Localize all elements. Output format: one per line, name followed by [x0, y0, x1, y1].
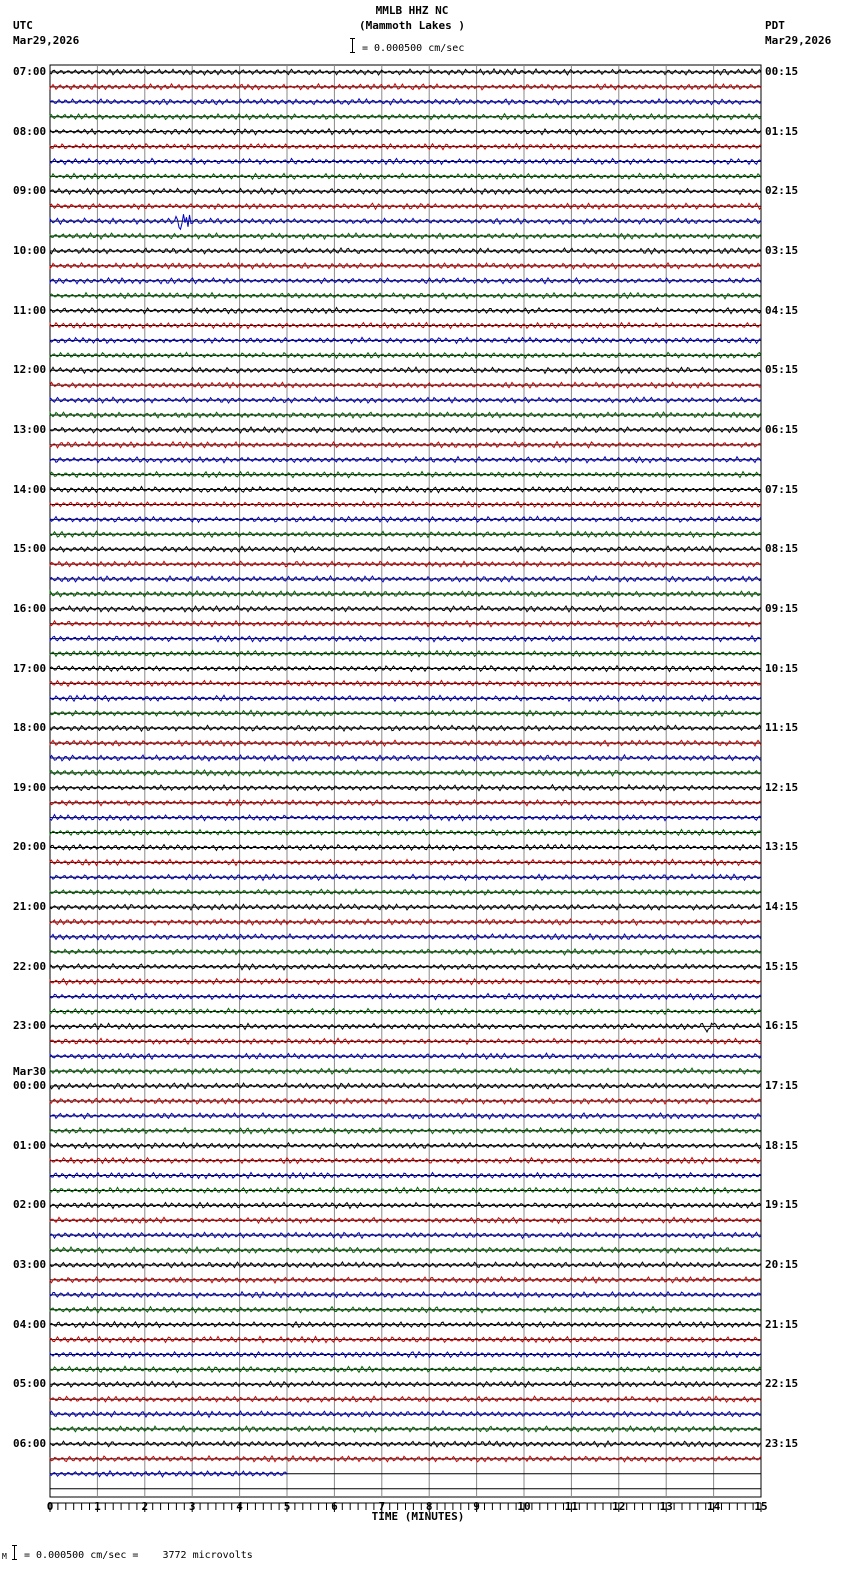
utc-hour-label: 17:00 [13, 661, 47, 675]
pdt-hour-label: 02:15 [765, 184, 799, 198]
pdt-hour-label: 06:15 [765, 422, 799, 436]
left-timezone: UTC [13, 19, 33, 32]
pdt-hour-label: 04:15 [765, 303, 799, 317]
utc-hour-label: 18:00 [13, 721, 47, 735]
utc-hour-label: 09:00 [13, 184, 47, 198]
x-tick-label: 15 [754, 1500, 768, 1513]
station-title: MMLB HHZ NC [375, 4, 449, 17]
utc-hour-label: 02:00 [13, 1198, 47, 1212]
pdt-hour-label: 20:15 [765, 1258, 799, 1271]
utc-hour-label: 03:00 [13, 1258, 47, 1271]
x-tick-label: 2 [141, 1500, 149, 1513]
utc-hour-label: 08:00 [13, 124, 47, 138]
footer-scale-bar-icon [14, 1545, 15, 1560]
utc-hour-label: 22:00 [13, 959, 47, 973]
utc-hour-label: 12:00 [13, 363, 47, 377]
pdt-hour-label: 21:15 [765, 1317, 799, 1331]
pdt-hour-label: 00:15 [765, 65, 799, 78]
utc-hour-label: 14:00 [13, 482, 47, 496]
x-tick-label: 3 [188, 1500, 196, 1513]
pdt-hour-label: 14:15 [765, 900, 799, 914]
x-tick-label: 9 [473, 1500, 480, 1513]
x-tick-label: 0 [46, 1500, 54, 1513]
pdt-hour-label: 19:15 [765, 1198, 799, 1212]
utc-hour-label: 10:00 [13, 243, 47, 257]
right-date: Mar29,2026 [765, 34, 832, 47]
utc-hour-label: 07:00 [13, 65, 47, 78]
x-tick-label: 1 [94, 1500, 101, 1513]
x-tick-label: 10 [517, 1500, 531, 1513]
utc-hour-label: 20:00 [13, 840, 47, 854]
pdt-hour-label: 22:15 [765, 1377, 799, 1391]
footer-scale-text: = 0.000500 cm/sec = 3772 microvolts [24, 1550, 253, 1561]
pdt-hour-label: 10:15 [765, 661, 799, 675]
pdt-hour-label: 01:15 [765, 124, 799, 138]
seismic-trace [50, 214, 761, 229]
pdt-hour-label: 15:15 [765, 959, 799, 973]
x-tick-label: 11 [564, 1500, 579, 1513]
pdt-hour-label: 12:15 [765, 780, 799, 794]
x-tick-label: 8 [425, 1500, 433, 1513]
utc-hour-label: 11:00 [13, 303, 47, 317]
utc-hour-label: 06:00 [13, 1436, 47, 1450]
utc-hour-label: 16:00 [13, 601, 47, 615]
pdt-hour-label: 09:15 [765, 601, 799, 615]
seismic-trace [50, 1023, 761, 1032]
utc-hour-label: 00:00 [13, 1079, 47, 1093]
pdt-hour-label: 23:15 [765, 1436, 799, 1450]
utc-hour-label: 05:00 [13, 1377, 47, 1391]
scale-text: = 0.000500 cm/sec [362, 43, 465, 54]
pdt-hour-label: 08:15 [765, 542, 799, 556]
pdt-hour-label: 05:15 [765, 363, 799, 377]
utc-hour-label: 19:00 [13, 780, 47, 794]
pdt-hour-label: 13:15 [765, 840, 799, 854]
x-axis-label: TIME (MINUTES) [371, 1510, 465, 1523]
x-tick-label: 7 [378, 1500, 386, 1513]
utc-hour-label: 04:00 [13, 1317, 47, 1331]
pdt-hour-label: 11:15 [765, 721, 799, 735]
utc-hour-label: 01:00 [13, 1138, 47, 1152]
x-tick-label: 13 [659, 1500, 673, 1513]
pdt-hour-label: 03:15 [765, 243, 799, 257]
left-date: Mar29,2026 [13, 34, 80, 47]
x-tick-label: 14 [706, 1500, 721, 1513]
footer-marker: M [2, 1552, 7, 1561]
utc-hour-label: 15:00 [13, 542, 47, 556]
x-tick-label: 6 [331, 1500, 338, 1513]
utc-hour-label: 13:00 [13, 422, 47, 436]
pdt-hour-label: 18:15 [765, 1138, 799, 1152]
pdt-hour-label: 07:15 [765, 482, 799, 496]
date-change-label: Mar30 [13, 1065, 47, 1079]
x-tick-label: 5 [283, 1500, 291, 1513]
x-tick-label: 4 [236, 1500, 243, 1513]
utc-hour-label: 21:00 [13, 900, 47, 914]
utc-hour-label: 23:00 [13, 1019, 47, 1033]
x-tick-label: 12 [612, 1500, 626, 1513]
pdt-hour-label: 17:15 [765, 1079, 799, 1093]
right-timezone: PDT [765, 19, 785, 32]
pdt-hour-label: 16:15 [765, 1019, 799, 1033]
station-location: (Mammoth Lakes ) [359, 19, 465, 32]
